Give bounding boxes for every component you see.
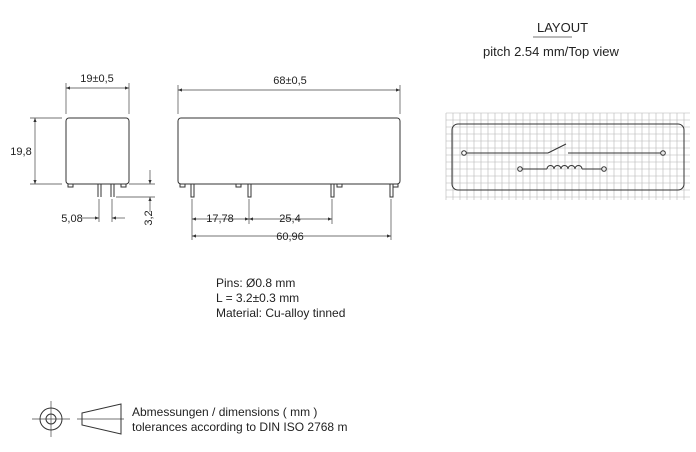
side-pin-offset-label: 5,08 [61, 213, 83, 225]
front-pin-4 [390, 184, 393, 197]
footer-tolerances-note: tolerances according to DIN ISO 2768 m [132, 420, 348, 434]
side-view [10, 73, 155, 226]
front-length-label: 68±0,5 [273, 75, 307, 87]
front-pin-1 [191, 184, 194, 197]
pins-spec [216, 276, 345, 321]
front-pin-3 [331, 184, 334, 197]
coil-symbol [547, 166, 582, 169]
footer-dimensions-note: Abmessungen / dimensions ( mm ) [132, 405, 318, 419]
pins-diameter: Pins: Ø0.8 mm [216, 276, 296, 290]
projection-symbol [32, 401, 124, 437]
front-view [178, 75, 400, 243]
pins-material: Material: Cu-alloy tinned [216, 306, 346, 320]
front-pin-total-label: 60,96 [276, 231, 304, 243]
side-width-label: 19±0,5 [80, 73, 114, 85]
footer-notes [132, 405, 347, 435]
front-pin-spacing-1-label: 17,78 [206, 213, 234, 225]
side-view-body [66, 118, 129, 184]
layout-pad-1 [462, 151, 467, 156]
layout-top-view [446, 37, 690, 200]
layout-title: LAYOUT [537, 20, 589, 35]
pins-length: L = 3.2±0.3 mm [216, 291, 300, 305]
side-height-label: 19,8 [10, 146, 32, 158]
layout-grid [446, 113, 690, 200]
front-view-body [178, 118, 400, 184]
front-pin-2 [248, 184, 251, 197]
pin-length-label: 3,2 [143, 210, 155, 226]
front-pin-spacing-2-label: 25,4 [279, 213, 301, 225]
layout-subtitle: pitch 2.54 mm/Top view [483, 44, 619, 59]
